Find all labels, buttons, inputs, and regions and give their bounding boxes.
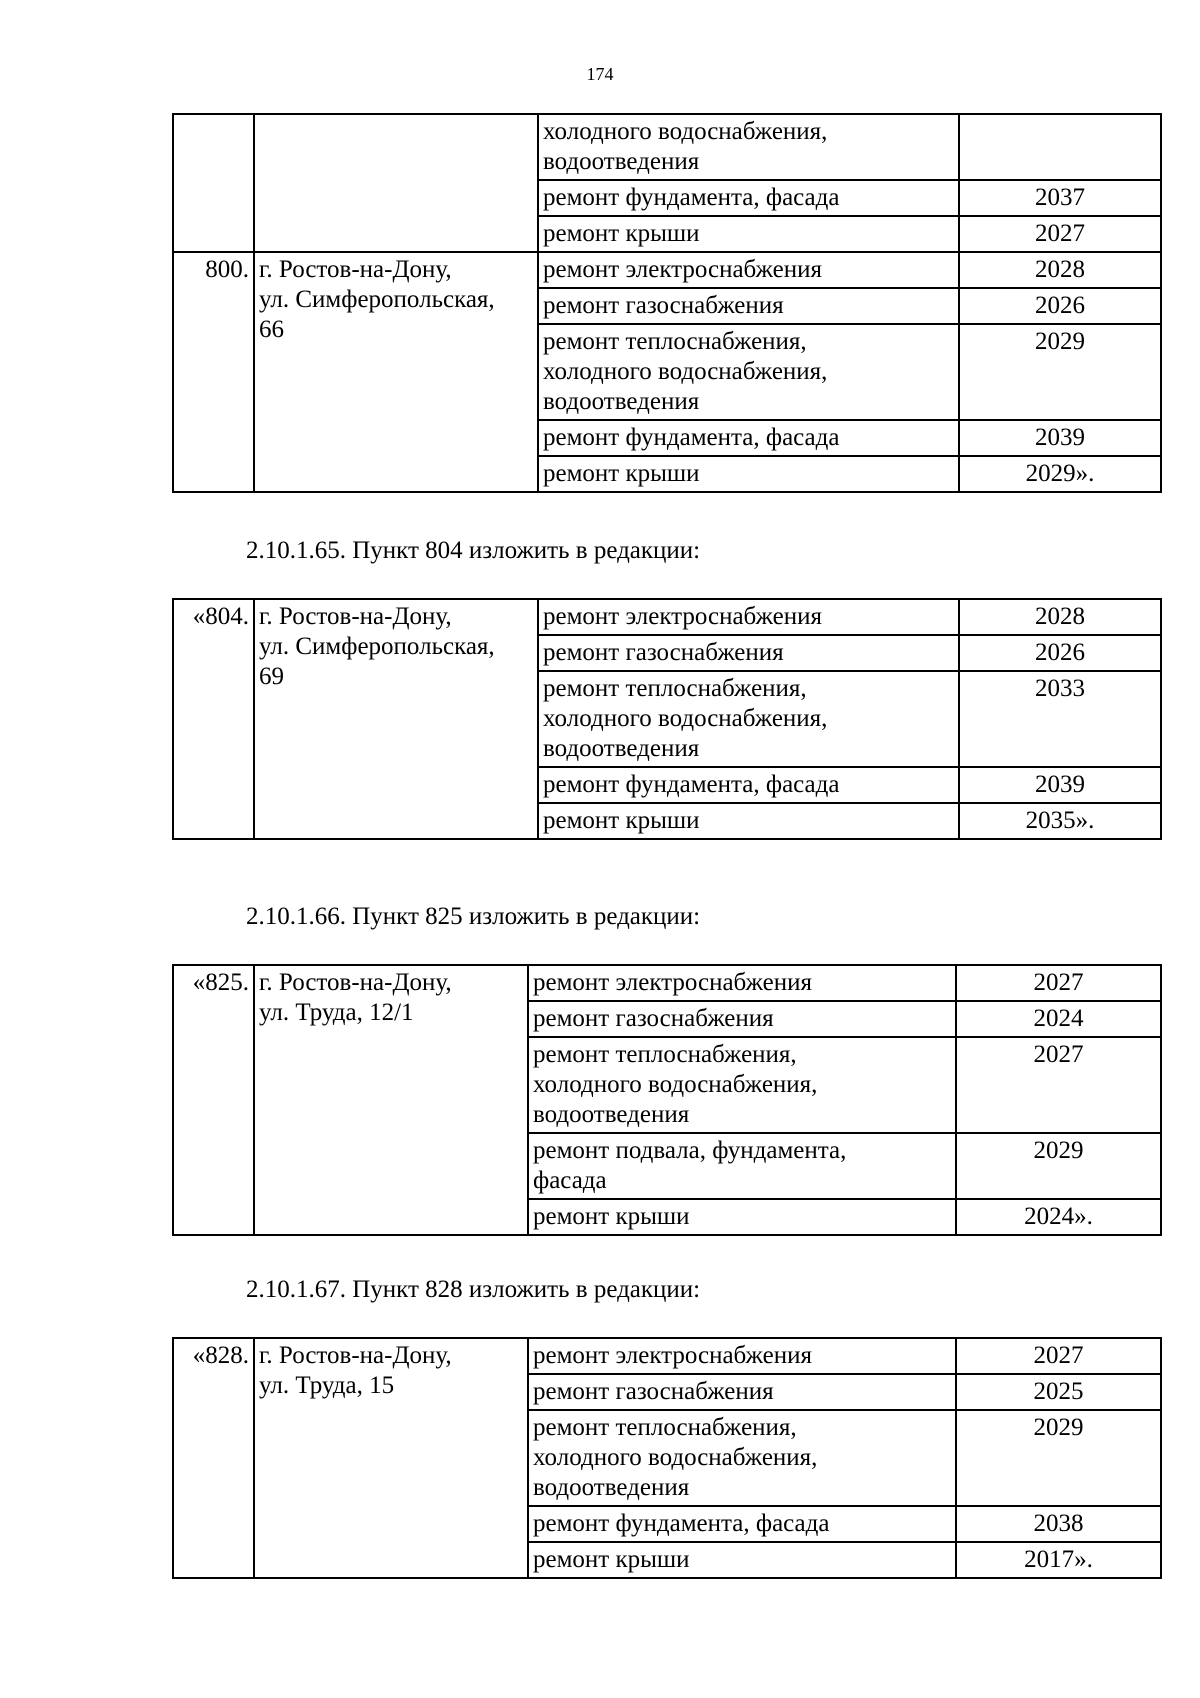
year-cell: 2026 (959, 635, 1161, 671)
work-cell: ремонт крыши (538, 216, 959, 252)
work-cell: ремонт газоснабжения (538, 635, 959, 671)
work-cell: ремонт электроснабжения (528, 965, 956, 1001)
amendment-paragraph-804: 2.10.1.65. Пункт 804 изложить в редакции: (246, 537, 701, 564)
address-cell: г. Ростов-на-Дону, ул. Труда, 12/1 (254, 965, 528, 1235)
year-cell: 2029». (959, 456, 1161, 492)
work-cell: ремонт фундамента, фасада (528, 1506, 956, 1542)
work-cell: ремонт крыши (538, 456, 959, 492)
item-number-cell: 800. (173, 252, 254, 492)
work-cell: холодного водоснабжения, водоотведения (538, 114, 959, 180)
table-row (173, 252, 1161, 288)
item-number-cell: «825. (173, 965, 254, 1235)
year-cell: 2028 (959, 252, 1161, 288)
year-cell: 2026 (959, 288, 1161, 324)
work-cell: ремонт электроснабжения (538, 599, 959, 635)
work-cell: ремонт крыши (528, 1542, 956, 1578)
address-cell: г. Ростов-на-Дону, ул. Симферопольская, 69 (254, 599, 538, 839)
year-cell: 2017». (956, 1542, 1161, 1578)
year-cell: 2027 (956, 965, 1161, 1001)
year-cell: 2028 (959, 599, 1161, 635)
year-cell: 2029 (956, 1133, 1161, 1199)
year-cell: 2039 (959, 420, 1161, 456)
item-number-cell: «804. (173, 599, 254, 839)
year-cell: 2029 (959, 324, 1161, 420)
table-item-828 (172, 1337, 1162, 1579)
amendment-paragraph-828: 2.10.1.67. Пункт 828 изложить в редакции: (246, 1276, 701, 1303)
address-cell: г. Ростов-на-Дону, ул. Труда, 15 (254, 1338, 528, 1578)
table-row (173, 965, 1161, 1001)
year-cell: 2027 (956, 1037, 1161, 1133)
table-row (173, 599, 1161, 635)
work-cell: ремонт теплоснабжения, холодного водоснабжения, водоотведения (528, 1410, 956, 1506)
work-cell: ремонт электроснабжения (538, 252, 959, 288)
work-cell: ремонт фундамента, фасада (538, 767, 959, 803)
item-number-cell: «828. (173, 1338, 254, 1578)
table-item-804 (172, 598, 1162, 840)
work-cell: ремонт газоснабжения (528, 1001, 956, 1037)
year-cell: 2029 (956, 1410, 1161, 1506)
table-item-825 (172, 964, 1162, 1236)
table-continuation-800 (172, 113, 1162, 493)
address-cell: г. Ростов-на-Дону, ул. Симферопольская, 66 (254, 252, 538, 492)
year-cell (959, 114, 1161, 180)
year-cell: 2038 (956, 1506, 1161, 1542)
year-cell: 2025 (956, 1374, 1161, 1410)
work-cell: ремонт теплоснабжения, холодного водоснабжения, водоотведения (528, 1037, 956, 1133)
page-number: 174 (586, 64, 614, 84)
year-cell: 2039 (959, 767, 1161, 803)
work-cell: ремонт теплоснабжения, холодного водоснабжения, водоотведения (538, 324, 959, 420)
year-cell: 2027 (959, 216, 1161, 252)
item-number-cell (173, 114, 254, 252)
work-cell: ремонт крыши (538, 803, 959, 839)
work-cell: ремонт теплоснабжения, холодного водоснабжения, водоотведения (538, 671, 959, 767)
address-cell (254, 114, 538, 252)
table-row (173, 1338, 1161, 1374)
amendment-paragraph-825: 2.10.1.66. Пункт 825 изложить в редакции: (246, 903, 701, 930)
table-row (173, 114, 1161, 180)
work-cell: ремонт фундамента, фасада (538, 180, 959, 216)
work-cell: ремонт газоснабжения (528, 1374, 956, 1410)
year-cell: 2033 (959, 671, 1161, 767)
work-cell: ремонт газоснабжения (538, 288, 959, 324)
work-cell: ремонт электроснабжения (528, 1338, 956, 1374)
work-cell: ремонт подвала, фундамента, фасада (528, 1133, 956, 1199)
year-cell: 2035». (959, 803, 1161, 839)
year-cell: 2024 (956, 1001, 1161, 1037)
work-cell: ремонт фундамента, фасада (538, 420, 959, 456)
work-cell: ремонт крыши (528, 1199, 956, 1235)
year-cell: 2024». (956, 1199, 1161, 1235)
year-cell: 2037 (959, 180, 1161, 216)
year-cell: 2027 (956, 1338, 1161, 1374)
